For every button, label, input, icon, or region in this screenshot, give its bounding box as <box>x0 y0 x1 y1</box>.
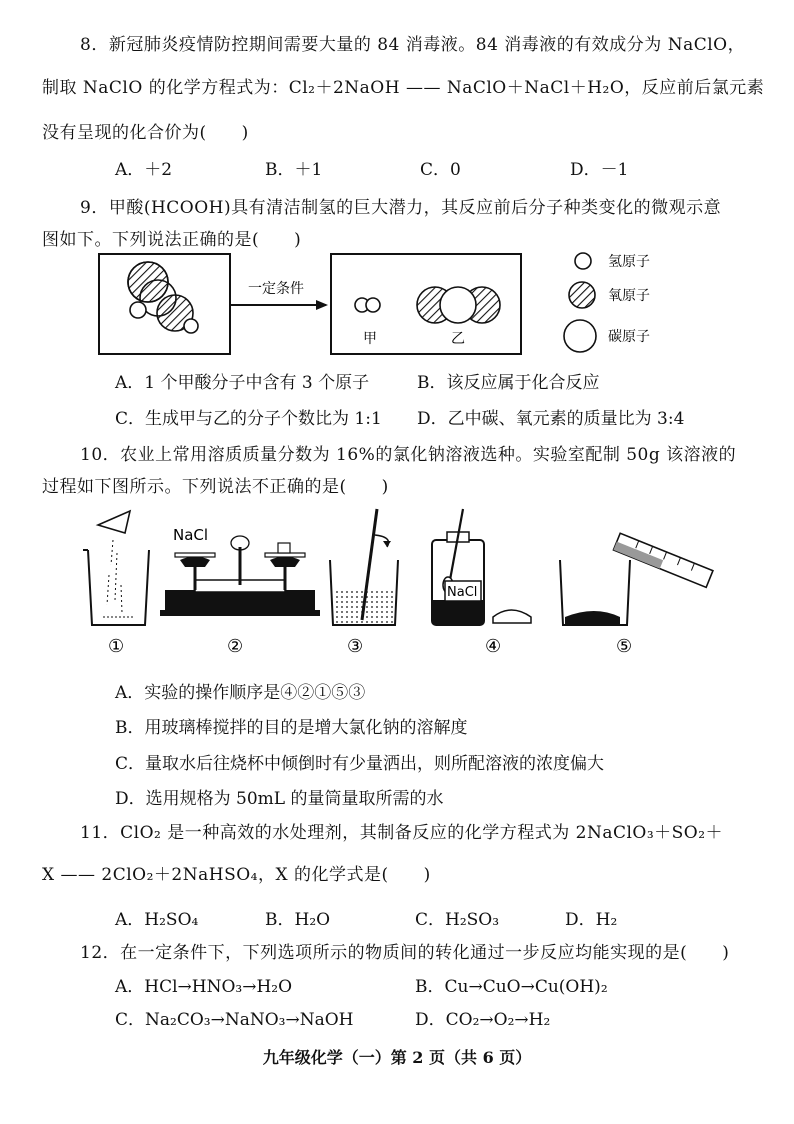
legend-oxygen: 氧原子 <box>608 288 650 304</box>
beaker-stirring-icon <box>330 509 398 625</box>
product-a-label: 甲 <box>363 331 377 347</box>
cylinder-pouring-icon <box>560 533 713 625</box>
q8-option-b: B．＋1 <box>265 160 323 180</box>
q9-option-b: B．该反应属于化合反应 <box>417 373 600 393</box>
q8-line3: 没有呈现的化合价为( ) <box>42 123 249 143</box>
q10-line1: 10．农业上常用溶质质量分数为 16%的氯化钠溶液选种。实验室配制 50g 该溶液的 <box>80 445 737 465</box>
q10-option-a: A．实验的操作顺序是④②①⑤③ <box>115 683 366 703</box>
bottle-nacl-label: NaCl <box>447 585 478 600</box>
q9-option-d: D．乙中碳、氧元素的质量比为 3:4 <box>417 409 685 429</box>
q11-option-d: D．H₂ <box>565 910 618 930</box>
q9-line1: 9．甲酸(HCOOH)具有清洁制氢的巨大潜力，其反应前后分子种类变化的微观示意 <box>80 198 722 218</box>
reagent-bottle-icon <box>432 509 531 625</box>
q10-line2: 过程如下图所示。下列说法不正确的是( ) <box>42 477 389 497</box>
page-footer: 九年级化学（一）第 2 页（共 6 页） <box>262 1048 532 1067</box>
hydrogen-atom-icon <box>575 253 591 269</box>
step-label-5: ⑤ <box>616 636 633 657</box>
q11-option-a: A．H₂SO₄ <box>115 910 199 930</box>
q10-option-d: D．选用规格为 50mL 的量筒量取所需的水 <box>115 789 444 809</box>
q9-line2: 图如下。下列说法正确的是( ) <box>42 230 302 250</box>
arrow-label: 一定条件 <box>248 281 304 297</box>
balance-icon <box>160 526 320 616</box>
q12-option-d: D．CO₂→O₂→H₂ <box>415 1010 551 1030</box>
legend-hydrogen: 氢原子 <box>608 254 650 270</box>
q12-option-b: B．Cu→CuO→Cu(OH)₂ <box>415 977 608 997</box>
q9-option-c: C．生成甲与乙的分子个数比为 1:1 <box>115 409 382 429</box>
q8-option-d: D．－1 <box>570 160 629 180</box>
product-b-label: 乙 <box>451 331 465 347</box>
step-label-1: ① <box>108 636 125 657</box>
q11-line1: 11．ClO₂ 是一种高效的水处理剂，其制备反应的化学方程式为 2NaClO₃＋SO₂＋ <box>80 823 724 843</box>
q10-option-b: B．用玻璃棒搅拌的目的是增大氯化钠的溶解度 <box>115 718 468 738</box>
q8-line2: 制取 NaClO 的化学方程式为：Cl₂＋2NaOH —— NaClO＋NaCl＋H₂O，反应前后氯元素 <box>42 78 765 98</box>
balance-nacl-label: NaCl <box>173 526 209 544</box>
oxygen-atom-icon <box>569 282 595 308</box>
carbon-atom-icon <box>564 320 596 352</box>
q10-lab-diagram <box>75 505 725 660</box>
legend-carbon: 碳原子 <box>608 329 650 345</box>
q8-line1: 8．新冠肺炎疫情防控期间需要大量的 84 消毒液。84 消毒液的有效成分为 NaClO， <box>80 35 746 55</box>
q11-line2: X —— 2ClO₂＋2NaHSO₄，X 的化学式是( ) <box>42 865 431 885</box>
co2-molecule-icon <box>417 287 500 323</box>
q8-option-c: C．0 <box>420 160 461 180</box>
q9-option-a: A．1 个甲酸分子中含有 3 个原子 <box>115 373 370 393</box>
beaker-pouring-icon <box>83 511 149 625</box>
q8-option-a: A．＋2 <box>115 160 173 180</box>
q12-option-c: C．Na₂CO₃→NaNO₃→NaOH <box>115 1010 354 1030</box>
formic-acid-molecule-icon <box>128 262 198 333</box>
q11-option-b: B．H₂O <box>265 910 331 930</box>
q11-option-c: C．H₂SO₃ <box>415 910 500 930</box>
hydrogen-molecule-icon <box>355 298 380 312</box>
q12-option-a: A．HCl→HNO₃→H₂O <box>115 977 293 997</box>
q12-line1: 12．在一定条件下，下列选项所示的物质间的转化通过一步反应均能实现的是( ) <box>80 943 730 963</box>
q9-molecule-diagram <box>90 250 740 360</box>
step-label-3: ③ <box>347 636 364 657</box>
q10-option-c: C．量取水后往烧杯中倾倒时有少量洒出，则所配溶液的浓度偏大 <box>115 754 605 774</box>
step-label-4: ④ <box>485 636 502 657</box>
step-label-2: ② <box>227 636 244 657</box>
